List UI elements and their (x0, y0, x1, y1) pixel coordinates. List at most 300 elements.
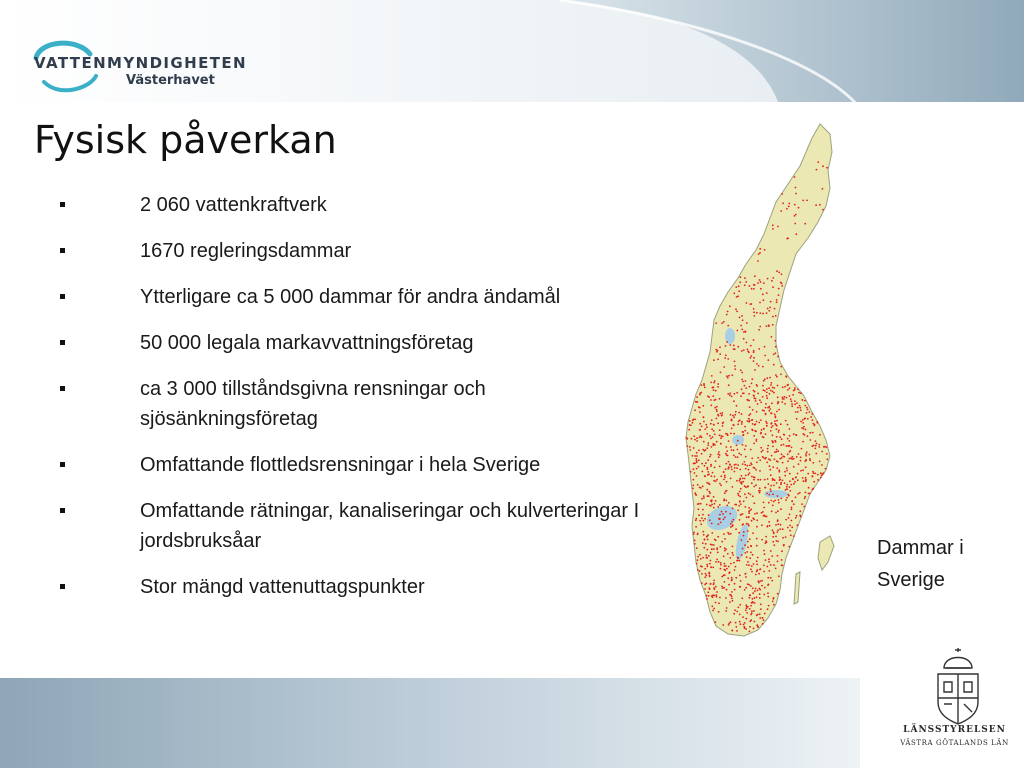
dam-dot (756, 538, 758, 540)
bullet-text: 50 000 legala markavvattningsföretag (140, 332, 474, 354)
dam-dot (712, 472, 714, 474)
dam-dot (732, 524, 734, 526)
dam-dot (820, 477, 822, 479)
dam-dot (778, 487, 780, 489)
dam-dot (755, 574, 757, 576)
dam-dot (745, 576, 747, 578)
dam-dot (715, 480, 717, 482)
dam-dot (726, 375, 728, 377)
dam-dot (739, 621, 741, 623)
dam-dot (751, 571, 753, 573)
dam-dot (804, 405, 806, 407)
dam-dot (734, 467, 736, 469)
dam-dot (760, 479, 762, 481)
dam-dot (768, 570, 770, 572)
dam-dot (805, 479, 807, 481)
dam-dot (704, 387, 706, 389)
dam-dot (717, 386, 719, 388)
dam-dot (743, 338, 745, 340)
dam-dot (730, 419, 732, 421)
dam-dot (717, 383, 719, 385)
dam-dot (791, 508, 793, 510)
dam-dot (724, 475, 726, 477)
dam-dot (761, 539, 763, 541)
dam-dot (768, 458, 770, 460)
dam-dot (743, 331, 745, 333)
dam-dot (710, 560, 712, 562)
dam-dot (740, 503, 742, 505)
dam-dot (801, 399, 803, 401)
dam-dot (694, 455, 696, 457)
dam-dot (745, 456, 747, 458)
dam-dot (772, 601, 774, 603)
dam-dot (714, 503, 716, 505)
dam-dot (767, 451, 769, 453)
dam-dot (760, 281, 762, 283)
dam-dot (701, 498, 703, 500)
dam-dot (757, 590, 759, 592)
dam-dot (773, 597, 775, 599)
dam-dot (759, 617, 761, 619)
dam-dot (750, 568, 752, 570)
dam-dot (731, 396, 733, 398)
dam-dot (772, 434, 774, 436)
dam-dot (758, 422, 760, 424)
dam-dot (725, 354, 727, 356)
dam-dot (745, 468, 747, 470)
dam-dot (775, 568, 777, 570)
dam-dot (814, 448, 816, 450)
dam-dot (781, 457, 783, 459)
dam-dot (746, 322, 748, 324)
dam-dot (726, 607, 728, 609)
dam-dot (732, 519, 734, 521)
dam-dot (789, 480, 791, 482)
dam-dot (701, 463, 703, 465)
dam-dot (762, 313, 764, 315)
dam-dot (733, 292, 735, 294)
dam-dot (718, 451, 720, 453)
dam-dot (735, 308, 737, 310)
dam-dot (801, 503, 803, 505)
dam-dot (757, 626, 759, 628)
dam-dot (755, 423, 757, 425)
dam-dot (768, 558, 770, 560)
dam-dot (798, 207, 800, 209)
dam-dot (782, 537, 784, 539)
dam-dot (712, 395, 714, 397)
dam-dot (740, 580, 742, 582)
dam-dot (768, 310, 770, 312)
dam-dot (760, 433, 762, 435)
dam-dot (749, 465, 751, 467)
dam-dot (786, 208, 788, 210)
dam-dot (778, 294, 780, 296)
dam-dot (715, 561, 717, 563)
dam-dot (772, 541, 774, 543)
dam-dot (757, 614, 759, 616)
dam-dot (713, 430, 715, 432)
dam-dot (816, 443, 818, 445)
dam-dot (761, 580, 763, 582)
dam-dot (692, 422, 694, 424)
dam-dot (710, 566, 712, 568)
dam-dot (766, 292, 768, 294)
dam-dot (760, 419, 762, 421)
dam-dot (713, 544, 715, 546)
dam-dot (721, 576, 723, 578)
dam-dot (740, 325, 742, 327)
dam-dot (735, 286, 737, 288)
dam-dot (778, 272, 780, 274)
dam-dot (727, 577, 729, 579)
dam-dot (727, 532, 729, 534)
dam-dot (699, 520, 701, 522)
dam-dot (748, 414, 750, 416)
dam-dot (817, 422, 819, 424)
dam-dot (770, 423, 772, 425)
dam-dot (749, 557, 751, 559)
dam-dot (770, 430, 772, 432)
dam-dot (752, 602, 754, 604)
dam-dot (763, 282, 765, 284)
dam-dot (819, 204, 821, 206)
dam-dot (765, 407, 767, 409)
bullet-text: 1670 regleringsdammar (140, 240, 352, 262)
dam-dot (745, 387, 747, 389)
dam-dot (715, 390, 717, 392)
dam-dot (751, 520, 753, 522)
dam-dot (805, 429, 807, 431)
dam-dot (707, 566, 709, 568)
dam-dot (742, 478, 744, 480)
dam-dot (798, 453, 800, 455)
dam-dot (751, 458, 753, 460)
dam-dot (746, 607, 748, 609)
dam-dot (802, 477, 804, 479)
dam-dot (699, 407, 701, 409)
dam-dot (742, 463, 744, 465)
dam-dot (723, 574, 725, 576)
dam-dot (737, 449, 739, 451)
gotland-island (818, 536, 834, 570)
dam-dot (733, 433, 735, 435)
dam-dot (763, 571, 765, 573)
dam-dot (785, 375, 787, 377)
dam-dot (775, 417, 777, 419)
bullet-text: 2 060 vattenkraftverk (140, 194, 327, 216)
dam-dot (786, 470, 788, 472)
dam-dot (807, 409, 809, 411)
dam-dot (697, 484, 699, 486)
dam-dot (737, 346, 739, 348)
dam-dot (722, 422, 724, 424)
dam-dot (705, 573, 707, 575)
dam-dot (715, 602, 717, 604)
dam-dot (723, 366, 725, 368)
dam-dot (789, 387, 791, 389)
dam-dot (719, 454, 721, 456)
dam-dot (733, 449, 735, 451)
dam-dot (743, 461, 745, 463)
dam-dot (749, 285, 751, 287)
dam-dot (743, 392, 745, 394)
dam-dot (751, 378, 753, 380)
dam-dot (754, 430, 756, 432)
dam-dot (826, 453, 828, 455)
dam-dot (739, 496, 741, 498)
dam-dot (808, 487, 810, 489)
dam-dot (716, 410, 718, 412)
dam-dot (750, 413, 752, 415)
dam-dot (767, 359, 769, 361)
dam-dot (769, 377, 771, 379)
dam-dot (778, 499, 780, 501)
dam-dot (725, 511, 727, 513)
dam-dot (709, 435, 711, 437)
dam-dot (789, 514, 791, 516)
dam-dot (765, 540, 767, 542)
dam-dot (699, 570, 701, 572)
dam-dot (726, 568, 728, 570)
dam-dot (774, 440, 776, 442)
dam-dot (713, 382, 715, 384)
dam-dot (788, 440, 790, 442)
dam-dot (779, 436, 781, 438)
dam-dot (693, 533, 695, 535)
dam-dot (734, 348, 736, 350)
dam-dot (787, 494, 789, 496)
list-item (60, 282, 640, 312)
dam-dot (726, 505, 728, 507)
dam-dot (762, 366, 764, 368)
dam-dot (772, 316, 774, 318)
dam-dot (820, 472, 822, 474)
dam-dot (764, 487, 766, 489)
dam-dot (745, 445, 747, 447)
dam-dot (780, 423, 782, 425)
dam-dot (694, 409, 696, 411)
dam-dot (710, 423, 712, 425)
dam-dot (785, 445, 787, 447)
dam-dot (694, 540, 696, 542)
dam-dot (721, 511, 723, 513)
dam-dot (715, 500, 717, 502)
dam-dot (688, 429, 690, 431)
dam-dot (775, 340, 777, 342)
dam-dot (785, 489, 787, 491)
dam-dot (707, 459, 709, 461)
dam-dot (777, 529, 779, 531)
dam-dot (711, 605, 713, 607)
bullet-text: Omfattande rätningar, kanaliseringar och kulverteringar I jordsbruksåar (140, 500, 640, 552)
list-item (60, 374, 640, 434)
oland-island (794, 572, 800, 604)
dam-dot (766, 392, 768, 394)
dam-dot (787, 385, 789, 387)
dam-dot (703, 547, 705, 549)
dam-dot (707, 495, 709, 497)
dam-dot (805, 453, 807, 455)
dam-dot (726, 450, 728, 452)
dam-dot (736, 630, 738, 632)
dam-dot (773, 354, 775, 356)
dam-dot (730, 446, 732, 448)
footer-band (0, 678, 1024, 768)
dam-dot (738, 505, 740, 507)
dam-dot (810, 416, 812, 418)
dam-dot (739, 419, 741, 421)
dam-dot (708, 473, 710, 475)
dam-dot (783, 444, 785, 446)
dam-dot (777, 450, 779, 452)
dam-dot (728, 461, 730, 463)
dam-dot (784, 475, 786, 477)
dam-dot (729, 463, 731, 465)
dam-dot (753, 467, 755, 469)
dam-dot (735, 622, 737, 624)
dam-dot (734, 609, 736, 611)
dam-dot (771, 402, 773, 404)
dam-dot (712, 594, 714, 596)
dam-dot (750, 357, 752, 359)
dam-dot (740, 488, 742, 490)
dam-dot (800, 460, 802, 462)
dam-dot (767, 278, 769, 280)
dam-dot (794, 176, 796, 178)
dam-dot (756, 461, 758, 463)
dam-dot (767, 478, 769, 480)
dam-dot (720, 564, 722, 566)
dam-dot (728, 584, 730, 586)
dam-dot (708, 595, 710, 597)
dam-dot (797, 407, 799, 409)
dam-dot (703, 497, 705, 499)
dam-dot (714, 621, 716, 623)
dam-dot (794, 215, 796, 217)
dam-dot (737, 509, 739, 511)
dam-dot (785, 519, 787, 521)
list-item (60, 190, 640, 220)
dam-dot (776, 301, 778, 303)
dam-dot (745, 331, 747, 333)
bullet-square-icon (60, 294, 65, 299)
dam-dot (727, 434, 729, 436)
dam-dot (710, 382, 712, 384)
dam-dot (782, 386, 784, 388)
dam-dot (783, 545, 785, 547)
dam-dot (703, 421, 705, 423)
dam-dot (750, 355, 752, 357)
dam-dot (706, 482, 708, 484)
dam-dot (817, 474, 819, 476)
dam-dot (743, 531, 745, 533)
dam-dot (786, 467, 788, 469)
dam-dot (787, 445, 789, 447)
dam-dot (701, 573, 703, 575)
dam-dot (765, 421, 767, 423)
dam-dot (734, 464, 736, 466)
dam-dot (703, 384, 705, 386)
dam-dot (741, 475, 743, 477)
county-name: VÄSTRA GÖTALANDS LÄN (900, 739, 1009, 747)
dam-dot (745, 628, 747, 630)
dam-dot (764, 346, 766, 348)
dam-dot (802, 422, 804, 424)
dam-dot (744, 493, 746, 495)
dam-dot (771, 580, 773, 582)
dam-dot (707, 534, 709, 536)
dam-dot (716, 351, 718, 353)
dam-dot (814, 425, 816, 427)
dam-dot (696, 547, 698, 549)
dam-dot (751, 610, 753, 612)
dam-dot (821, 451, 823, 453)
dam-dot (763, 515, 765, 517)
dam-dot (765, 542, 767, 544)
dam-dot (766, 462, 768, 464)
dam-dot (800, 456, 802, 458)
dam-dot (790, 398, 792, 400)
dam-dot (772, 324, 774, 326)
dam-dot (780, 508, 782, 510)
dam-dot (745, 573, 747, 575)
dam-dot (772, 493, 774, 495)
dam-dot (711, 532, 713, 534)
dam-dot (699, 411, 701, 413)
dam-dot (766, 493, 768, 495)
dam-dot (744, 277, 746, 279)
dam-dot (777, 356, 779, 358)
dam-dot (734, 361, 736, 363)
dam-dot (794, 481, 796, 483)
dam-dot (790, 534, 792, 536)
dam-dot (724, 563, 726, 565)
dam-dot (794, 204, 796, 206)
dam-dot (772, 391, 774, 393)
dam-dot (742, 319, 744, 321)
dam-dot (721, 322, 723, 324)
dam-dot (753, 479, 755, 481)
dam-dot (710, 399, 712, 401)
dam-dot (769, 459, 771, 461)
dam-dot (797, 479, 799, 481)
dam-dot (777, 495, 779, 497)
dam-dot (706, 557, 708, 559)
dam-dot (750, 545, 752, 547)
dam-dot (733, 562, 735, 564)
dam-dot (710, 438, 712, 440)
bullet-square-icon (60, 462, 65, 467)
dam-dot (728, 375, 730, 377)
dam-dot (774, 308, 776, 310)
dam-dot (764, 249, 766, 251)
dam-dot (797, 473, 799, 475)
dam-dot (801, 427, 803, 429)
dam-dot (698, 514, 700, 516)
dam-dot (747, 530, 749, 532)
dam-dot (710, 405, 712, 407)
dam-dot (713, 359, 715, 361)
dam-dot (711, 428, 713, 430)
dam-dot (741, 554, 743, 556)
dam-dot (731, 449, 733, 451)
vattenmyndigheten-logo (30, 36, 250, 96)
dam-dot (700, 503, 702, 505)
dam-dot (729, 571, 731, 573)
dam-dot (718, 456, 720, 458)
dam-dot (763, 550, 765, 552)
